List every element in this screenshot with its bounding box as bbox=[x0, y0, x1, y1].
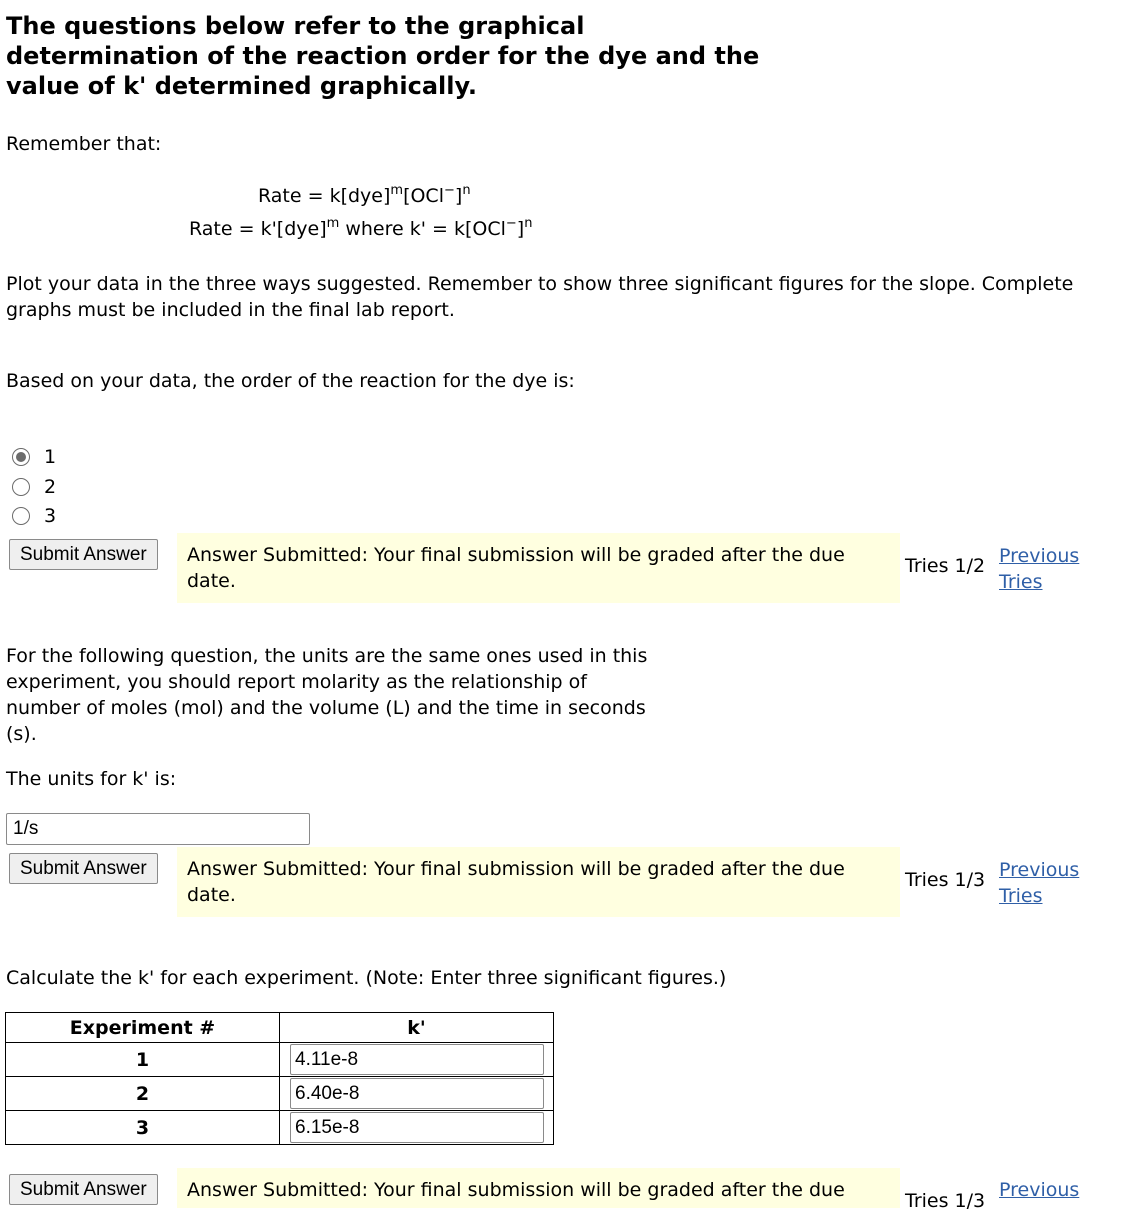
units-input[interactable]: 1/s bbox=[6, 813, 310, 845]
q1-option-label: 1 bbox=[44, 446, 57, 468]
notice-line: Answer Submitted: Your final submission will be graded after the due bbox=[187, 1179, 845, 1201]
plot-instruction-line1: Plot your data in the three ways suggested. Remember to show three significant figures for the slope. Complete bbox=[6, 273, 1074, 295]
eq1-part: Rate = k[dye] bbox=[258, 185, 391, 207]
link-line[interactable]: Tries bbox=[999, 885, 1043, 907]
column-header-experiment: Experiment # bbox=[6, 1013, 280, 1043]
q1-previous-tries-link[interactable] bbox=[999, 543, 1079, 595]
experiment-number: 2 bbox=[6, 1077, 280, 1111]
experiment-number: 1 bbox=[6, 1043, 280, 1077]
plot-instruction-line2: graphs must be included in the final lab report. bbox=[6, 299, 455, 321]
eq2-exp-m: m bbox=[326, 215, 340, 231]
table-header-row bbox=[6, 1013, 554, 1043]
table-row bbox=[6, 1043, 554, 1077]
link-line[interactable]: Previous bbox=[999, 545, 1080, 567]
q1-submit-button[interactable]: Submit Answer bbox=[9, 539, 158, 570]
eq1-exp-m: m bbox=[390, 182, 404, 198]
q2-intro-line3: number of moles (mol) and the volume (L) and the time in seconds bbox=[6, 697, 646, 719]
eq2-part: Rate = k'[dye] bbox=[189, 218, 327, 240]
q2-prompt: The units for k' is: bbox=[6, 768, 177, 790]
notice-line: Answer Submitted: Your final submission will be graded after the due bbox=[187, 544, 845, 566]
eq2-part: ] bbox=[516, 218, 525, 240]
q1-prompt: Based on your data, the order of the reaction for the dye is: bbox=[6, 370, 575, 392]
q3-previous-tries-link[interactable]: Previous bbox=[999, 1179, 1080, 1201]
eq2-exp-n: n bbox=[524, 215, 533, 231]
notice-line: date. bbox=[187, 884, 236, 906]
q3-submission-notice bbox=[177, 1168, 900, 1208]
rate-equation-1 bbox=[258, 183, 471, 209]
k-input[interactable]: 4.11e-8 bbox=[290, 1044, 544, 1075]
experiment-number: 3 bbox=[6, 1111, 280, 1145]
q3-prompt: Calculate the k' for each experiment. (Note: Enter three significant figures.) bbox=[6, 967, 727, 989]
k-cell bbox=[280, 1077, 554, 1111]
column-header-k: k' bbox=[280, 1013, 554, 1043]
q1-tries: Tries 1/2 bbox=[905, 555, 986, 577]
q2-submit-button[interactable]: Submit Answer bbox=[9, 853, 158, 884]
k-table bbox=[5, 1012, 554, 1145]
q1-option-label: 3 bbox=[44, 505, 57, 527]
remember-text: Remember that: bbox=[6, 133, 162, 155]
radio-button[interactable] bbox=[12, 507, 30, 525]
q3-tries: Tries 1/3 bbox=[905, 1190, 986, 1212]
rate-equation-2 bbox=[189, 216, 532, 242]
eq1-exp-n: n bbox=[462, 182, 471, 198]
q1-option-2[interactable] bbox=[12, 474, 56, 500]
notice-line: date. bbox=[187, 570, 236, 592]
eq2-part: where k' = k[OCl bbox=[339, 218, 506, 240]
k-cell bbox=[280, 1043, 554, 1077]
radio-button-selected[interactable] bbox=[12, 448, 30, 466]
eq1-part: ] bbox=[454, 185, 463, 207]
q2-intro-line2: experiment, you should report molarity as the relationship of bbox=[6, 671, 587, 693]
page-heading: The questions below refer to the graphical determination of the reaction order for the dye and the value of k' determined graphically. bbox=[6, 12, 760, 100]
k-cell bbox=[280, 1111, 554, 1145]
eq2-charge: − bbox=[505, 215, 517, 231]
q2-intro-line4: (s). bbox=[6, 723, 37, 745]
q1-option-3[interactable] bbox=[12, 503, 56, 529]
q2-intro-line1: For the following question, the units are the same ones used in this bbox=[6, 645, 648, 667]
q1-option-1[interactable] bbox=[12, 444, 56, 470]
link-line[interactable]: Previous bbox=[999, 859, 1080, 881]
q2-submission-notice bbox=[177, 847, 900, 917]
q2-previous-tries-link[interactable] bbox=[999, 857, 1079, 909]
notice-line: Answer Submitted: Your final submission will be graded after the due bbox=[187, 858, 845, 880]
q2-tries: Tries 1/3 bbox=[905, 869, 986, 891]
table-row bbox=[6, 1077, 554, 1111]
table-row bbox=[6, 1111, 554, 1145]
link-line[interactable]: Tries bbox=[999, 571, 1043, 593]
radio-button[interactable] bbox=[12, 478, 30, 496]
q1-option-label: 2 bbox=[44, 476, 57, 498]
q1-submission-notice bbox=[177, 533, 900, 603]
eq1-charge: − bbox=[443, 182, 455, 198]
k-input[interactable]: 6.15e-8 bbox=[290, 1112, 544, 1143]
q3-submit-button[interactable]: Submit Answer bbox=[9, 1174, 158, 1205]
eq1-part: [OCl bbox=[403, 185, 444, 207]
k-input[interactable]: 6.40e-8 bbox=[290, 1078, 544, 1109]
